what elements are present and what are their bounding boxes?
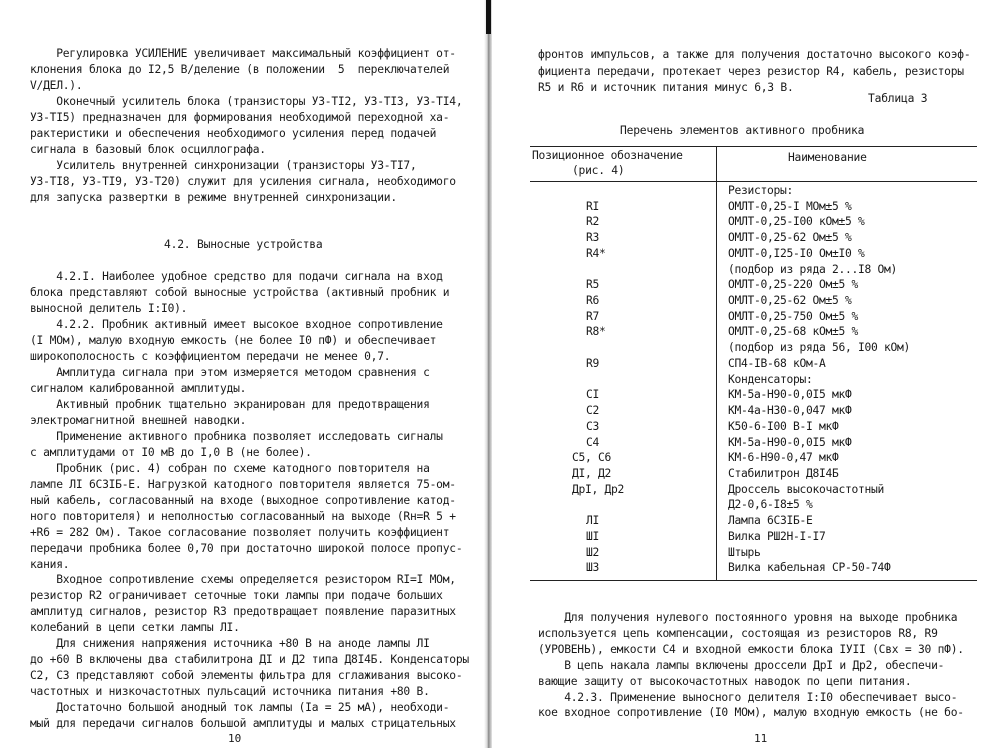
table-cell-position: R9 bbox=[586, 356, 600, 370]
text-line: В цепь накала лампы включены дроссели ДрI и Др2, обеспечи- bbox=[538, 658, 945, 672]
text-line: блока представляют собой выносные устройства (активный пробник и bbox=[30, 286, 450, 300]
text-line: широкополосность с коэффициентом передачи не менее 0,7. bbox=[30, 350, 391, 364]
table-cell-name: КМ-4а-Н30-0,047 мкФ bbox=[728, 404, 852, 418]
table-cell-position: ДI, Д2 bbox=[572, 466, 612, 480]
text-line: Усилитель внутренней синхронизации (транзисторы У3-ТI7, bbox=[30, 158, 417, 172]
table-cell-position: R4* bbox=[586, 246, 606, 260]
table-cell-name: ОМЛТ-0,25-62 Ом±5 % bbox=[728, 231, 852, 245]
table-cell-position: R8* bbox=[586, 325, 606, 339]
components-table bbox=[530, 146, 977, 596]
text-line: Для получения нулевого постоянного уровня на выходе пробника bbox=[538, 611, 958, 624]
text-line: частотных и низкочастотных пульсаций источника питания +80 В. bbox=[30, 685, 430, 699]
table-header-name: Наименование bbox=[788, 151, 867, 164]
text-line: используется цепь компенсации, состоящая из резисторов R8, R9 bbox=[538, 626, 938, 640]
text-line: сигнала в базовый блок осциллографа. bbox=[30, 142, 266, 156]
table-cell-position: R5 bbox=[586, 278, 600, 292]
text-line: Применение активного пробника позволяет исследовать сигналы bbox=[30, 429, 443, 443]
table-cell-position: R2 bbox=[586, 215, 600, 229]
text-line: V/ДЕЛ.). bbox=[30, 78, 83, 92]
right-page-body bbox=[538, 610, 964, 721]
table-cell-name: ОМЛТ-0,25-62 Ом±5 % bbox=[728, 294, 852, 308]
text-line: 4.2.3. Применение выносного делителя I:I0 обеспечивает высо- bbox=[538, 690, 958, 704]
table-cell-position: ЛI bbox=[586, 514, 600, 528]
table-cell-name: КМ-6-Н90-0,47 мкФ bbox=[728, 451, 839, 465]
text-line: Активный пробник тщательно экранирован для предотвращения bbox=[30, 397, 430, 411]
text-line: кое входное сопротивление (I0 МОм), малую входную емкость (не бо- bbox=[538, 706, 964, 720]
table-cell-position: R6 bbox=[586, 294, 600, 308]
table-cell-name: Вилка кабельная СР-50-74Ф bbox=[728, 561, 891, 575]
text-line bbox=[30, 221, 469, 237]
table-cell-name: КМ-5а-Н90-0,0I5 мкФ bbox=[728, 388, 852, 402]
text-line: Для снижения напряжения источника +80 В на аноде лампы ЛI bbox=[30, 637, 430, 651]
table-cell-position: ШI bbox=[586, 529, 600, 543]
table-cell-name: (подбор из ряда 56, I00 кОм) bbox=[728, 341, 911, 355]
text-line: рактеристики и обеспечения необходимого усиления перед подачей bbox=[30, 126, 437, 140]
table-title: Перечень элементов активного пробника bbox=[620, 124, 865, 137]
table-cell-name: К50-6-I00 В-I мкФ bbox=[728, 419, 839, 433]
table-header-figure: (рис. 4) bbox=[572, 164, 625, 177]
text-line: (УРОВЕНЬ), емкости С4 и входной емкости блока IУII (Свх = 30 пФ). bbox=[538, 642, 964, 656]
table-cell-position: Ш2 bbox=[586, 545, 600, 559]
table-number: Таблица 3 bbox=[868, 92, 928, 105]
text-line bbox=[30, 206, 469, 222]
text-line: резистор R2 ограничивает сеточные токи лампы при подаче больших bbox=[30, 589, 443, 603]
text-line: У3-ТI8, У3-ТI9, У3-Т20) служит для усиления сигнала, необходимого bbox=[30, 174, 456, 188]
text-line: R5 и R6 и источник питания минус 6,3 В. bbox=[538, 81, 794, 94]
text-line: Достаточно большой анодный ток лампы (Iа = 25 мА), необходи- bbox=[30, 701, 450, 715]
text-line: колебаний в цепи сетки лампы ЛI. bbox=[30, 621, 240, 635]
page-number-left: 10 bbox=[228, 732, 242, 745]
table-cell-name: ОМЛТ-0,25-220 Ом±5 % bbox=[728, 278, 859, 292]
text-line bbox=[30, 253, 469, 269]
text-line: электромагнитной внешней наводки. bbox=[30, 413, 247, 427]
text-line: 4.2.2. Пробник активный имеет высокое входное сопротивление bbox=[30, 318, 443, 332]
left-page-body bbox=[30, 46, 469, 732]
text-line: Входное сопротивление схемы определяется резистором RI=I МОм, bbox=[30, 573, 456, 587]
section-heading: 4.2. Выносные устройства bbox=[164, 238, 323, 251]
right-page-intro bbox=[538, 47, 970, 97]
text-line: с амплитудами от I0 мВ до I,0 В (не более). bbox=[30, 445, 312, 459]
table-cell-name: Вилка РШ2Н-I-I7 bbox=[728, 529, 826, 543]
table-cell-position: С3 bbox=[586, 419, 600, 433]
table-cell-name: СП4-IВ-68 кОм-А bbox=[728, 356, 826, 370]
table-cell-position: СI bbox=[586, 388, 600, 402]
text-line: до +60 В включены два стабилитрона ДI и Д2 типа Д8I4Б. Конденсаторы bbox=[30, 653, 469, 667]
text-line: клонения блока до I2,5 В/деление (в положении 5 переключателей bbox=[30, 62, 450, 76]
text-line: ный кабель, согласованный на входе (выходное сопротивление катод- bbox=[30, 493, 456, 507]
text-line: 4.2.I. Наиболее удобное средство для подачи сигнала на вход bbox=[30, 270, 443, 284]
text-line: амплитуд сигналов, резистор R3 предотвращает появление паразитных bbox=[30, 605, 456, 619]
table-cell-name: Дроссель высокочастотный bbox=[728, 482, 885, 496]
text-line: мый для передачи сигналов большой амплитуды и малых стрицательных bbox=[30, 717, 456, 731]
text-line: (I МОм), малую входную емкость (не более I0 пФ) и обеспечивает bbox=[30, 334, 437, 348]
text-line: передачи пробника более 0,70 при достаточно широкой полосе пропус- bbox=[30, 541, 463, 555]
text-line: фициента передачи, протекает через резистор R4, кабель, резисторы bbox=[538, 64, 964, 78]
spine-shadow bbox=[486, 0, 491, 34]
table-cell-name: КМ-5а-Н90-0,0I5 мкФ bbox=[728, 435, 852, 449]
text-line: Регулировка УСИЛЕНИЕ увеличивает максимальный коэффициент от- bbox=[30, 47, 456, 60]
table-cell-position: С2 bbox=[586, 404, 600, 418]
text-line: кания. bbox=[30, 557, 70, 571]
table-cell-name: Д2-0,6-I8±5 % bbox=[728, 498, 813, 512]
table-cell-name: ОМЛТ-0,25-I МОм±5 % bbox=[728, 199, 852, 213]
table-cell-name: Резисторы: bbox=[728, 184, 794, 197]
table-cell-name: ОМЛТ-0,I25-I0 Ом±I0 % bbox=[728, 246, 865, 260]
table-cell-name: ОМЛТ-0,25-I00 кОм±5 % bbox=[728, 215, 865, 229]
page-number-right: 11 bbox=[754, 732, 768, 745]
table-header-rule bbox=[530, 181, 977, 182]
table-cell-position: R3 bbox=[586, 231, 600, 245]
table-cell-name: ОМЛТ-0,25-750 Ом±5 % bbox=[728, 309, 859, 323]
table-cell-position: С5, С6 bbox=[572, 451, 612, 465]
table-cell-name: Стабилитрон Д8I4Б bbox=[728, 466, 839, 480]
table-bottom-rule bbox=[530, 580, 977, 581]
text-line: Оконечный усилитель блока (транзисторы У3-ТI2, У3-ТI3, У3-ТI4, bbox=[30, 94, 463, 108]
table-cell-position: ДрI, Др2 bbox=[572, 482, 625, 496]
text-line: фронтов импульсов, а также для получения достаточно высокого коэф- bbox=[538, 48, 971, 61]
table-cell-name: ОМЛТ-0,25-68 кОм±5 % bbox=[728, 325, 859, 339]
table-cell-name: (подбор из ряда 2...I8 Ом) bbox=[728, 262, 898, 276]
table-cell-position: Ш3 bbox=[586, 561, 600, 575]
text-line: сигналом калиброванной амплитуды. bbox=[30, 382, 247, 396]
text-line: вающие защиту от высокочастотных наводок по цепи питания. bbox=[538, 674, 912, 688]
table-top-rule bbox=[530, 146, 977, 147]
table-header-position: Позиционное обозначение bbox=[532, 149, 683, 162]
text-line: ного повторителя) и неполностью согласованный на выходе (Rн=R 5 + bbox=[30, 509, 456, 523]
table-cell-name: Лампа 6С3IБ-Е bbox=[728, 514, 813, 528]
table-column-divider bbox=[716, 146, 717, 580]
text-line: +R6 = 282 Ом). Такое согласование позволяет получить коэффициент bbox=[30, 525, 450, 539]
book-spine bbox=[484, 0, 492, 748]
text-line: С2, С3 представляют собой элементы фильтра для сглаживания высоко- bbox=[30, 669, 463, 683]
text-line: лампе ЛI 6С3IБ-Е. Нагрузкой катодного повторителя является 75-ом- bbox=[30, 477, 456, 491]
table-cell-name: Конденсаторы: bbox=[728, 372, 813, 386]
text-line: Амплитуда сигнала при этом измеряется методом сравнения с bbox=[30, 366, 430, 380]
text-line: Пробник (рис. 4) собран по схеме катодного повторителя на bbox=[30, 461, 430, 475]
text-line: для запуска развертки в режиме внутренней синхронизации. bbox=[30, 190, 397, 204]
table-cell-position: R7 bbox=[586, 309, 600, 323]
text-line: У3-ТI5) предназначен для формирования необходимой переходной ха- bbox=[30, 110, 450, 124]
text-line: выносной делитель I:I0). bbox=[30, 302, 188, 316]
table-cell-name: Штырь bbox=[728, 545, 761, 559]
table-cell-position: С4 bbox=[586, 435, 600, 449]
table-cell-position: RI bbox=[586, 199, 600, 213]
